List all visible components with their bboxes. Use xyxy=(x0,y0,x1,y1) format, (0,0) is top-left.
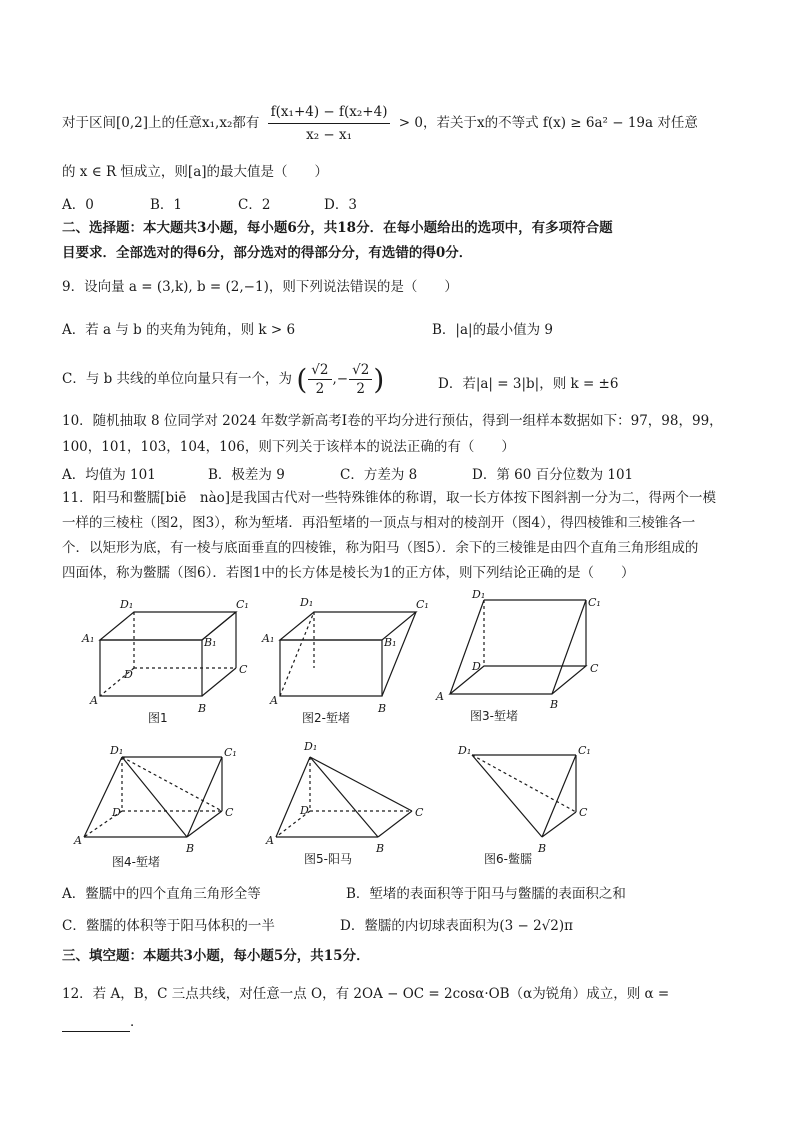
figure-5-yangma xyxy=(276,757,412,837)
q9-c-frac2: $\frac{√2}{2}$ xyxy=(349,362,372,397)
q11-line-2: 一样的三棱柱（图2，图3），称为堑堵．再沿堑堵的一顶点与相对的棱剖开（图4），得四棱锥和三棱锥各一 xyxy=(62,515,696,531)
q11-line-4: 四面体，称为鳖臑（图6）．若图1中的长方体是棱长为1的正方体，则下列结论正确的是（ ） xyxy=(62,565,635,581)
fig3-label-a: A xyxy=(436,690,444,703)
q10-option-a: A．均值为 101 xyxy=(62,467,156,483)
fig2-caption: 图2-堑堵 xyxy=(302,711,350,725)
q8-fraction-denominator: x₂ − x₁ xyxy=(306,127,353,143)
fig3-label-d1: D₁ xyxy=(472,590,486,601)
q8-text-b: ₁,x₂ xyxy=(209,115,233,131)
q10-line-1: 10．随机抽取 8 位同学对 2024 年数学新高考Ⅰ卷的平均分进行预估，得到一组样本数据如下：97，98，99， xyxy=(62,413,723,429)
q10-line-2: 100，101，103，104，106，则下列关于该样本的说法正确的有（ ） xyxy=(62,439,515,455)
fig4-label-a: A xyxy=(74,834,82,847)
fig3-caption: 图3-堑堵 xyxy=(470,709,518,723)
q12-end-period: ． xyxy=(130,1014,144,1030)
fig6-label-c1: C₁ xyxy=(578,744,591,757)
q11-option-c: C．鳖臑的体积等于阳马体积的一半 xyxy=(62,918,275,934)
fig1-label-b1: B₁ xyxy=(204,636,217,649)
figure-4-qiandu xyxy=(84,757,222,837)
fig4-label-b: B xyxy=(186,842,195,855)
q9-option-a: A．若 a 与 b 的夹角为钝角，则 k > 6 xyxy=(62,322,296,338)
fig1-label-a1: A₁ xyxy=(82,632,95,645)
q8-option-c: C．2 xyxy=(238,197,271,213)
section2-heading-line1: 二、选择题：本大题共3小题，每小题6分，共18分．在每小题给出的选项中，有多项符合题 xyxy=(62,220,613,236)
fig4-label-d1: D₁ xyxy=(110,744,124,757)
q8-option-a: A．0 xyxy=(62,197,94,213)
q9-option-d: D．若|a| = 3|b|，则 k = ±6 xyxy=(438,376,619,392)
figure-2-qiandu xyxy=(280,612,416,696)
fig2-label-a: A xyxy=(270,694,278,707)
fig4-caption: 图4-堑堵 xyxy=(112,855,160,869)
q10-option-c: C．方差为 8 xyxy=(340,467,418,483)
fig3-label-d: D xyxy=(472,660,481,673)
q8-option-b: B．1 xyxy=(150,197,183,213)
fig1-label-d: D xyxy=(124,668,133,681)
q8-text-d: > 0，若关于x的不等式 f(x) ≥ 6a² − 19a 对任意 xyxy=(398,115,698,131)
fig5-label-b: B xyxy=(376,842,385,855)
q8-line-2: 的 x ∈ R 恒成立，则[a]的最大值是（ ） xyxy=(62,164,329,180)
fig3-label-b: B xyxy=(550,698,559,711)
fig3-label-c: C xyxy=(590,662,599,675)
q8-option-d: D．3 xyxy=(324,197,357,213)
fig1-label-b: B xyxy=(198,702,207,715)
q10-option-d: D．第 60 百分位数为 101 xyxy=(472,467,634,483)
q11-figures xyxy=(62,590,742,875)
fig6-label-b: B xyxy=(538,842,547,855)
fig6-caption: 图6-鳖臑 xyxy=(484,852,532,866)
fig1-label-d1: D₁ xyxy=(120,598,134,611)
section2-heading-line2: 目要求．全部选对的得6分，部分选对的得部分分，有选错的得0分． xyxy=(62,245,473,261)
fig2-label-b: B xyxy=(378,702,387,715)
fig4-label-c1: C₁ xyxy=(224,746,237,759)
q11-option-a: A．鳖臑中的四个直角三角形全等 xyxy=(62,886,261,902)
fig6-label-d1: D₁ xyxy=(458,744,472,757)
figure-6-bienao xyxy=(472,755,576,837)
fig2-label-a1: A₁ xyxy=(262,632,275,645)
figure-3-qiandu xyxy=(450,600,586,694)
section3-heading: 三、填空题：本题共3小题，每小题5分，共15分． xyxy=(62,948,370,964)
q8-text-a: 对于区间[0,2]上的任意x xyxy=(62,115,210,131)
q12-line: 12．若 A，B，C 三点共线，对任意一点 O，有 2OA − OC = 2cosα·OB（α为锐角）成立，则 α = xyxy=(62,986,670,1002)
fig5-label-d1: D₁ xyxy=(304,740,318,753)
q11-line-3: 个．以矩形为底，有一棱与底面垂直的四棱锥，称为阳马（图5）．余下的三棱锥是由四个直角三角形组成的 xyxy=(62,540,699,556)
fig2-label-b1: B₁ xyxy=(384,636,397,649)
fig2-label-d1: D₁ xyxy=(300,596,314,609)
fig4-label-c: C xyxy=(225,806,234,819)
fig5-label-c: C xyxy=(415,806,424,819)
q9-stem: 9．设向量 a = (3,k), b = (2,−1)，则下列说法错误的是（ ） xyxy=(62,279,458,295)
fig5-label-a: A xyxy=(266,834,274,847)
q8-line-1 xyxy=(62,102,698,145)
fig6-label-c: C xyxy=(579,806,588,819)
fig4-label-d: D xyxy=(112,806,121,819)
fig5-caption: 图5-阳马 xyxy=(304,852,352,866)
q8-fraction xyxy=(268,102,391,145)
fig1-label-a: A xyxy=(90,694,98,707)
fig1-label-c1: C₁ xyxy=(236,598,249,611)
fig3-label-c1: C₁ xyxy=(588,596,601,609)
fig1-label-c: C xyxy=(239,663,248,676)
fig1-caption: 图1 xyxy=(148,711,168,725)
q9-option-c-text: C．与 b 共线的单位向量只有一个，为 xyxy=(62,371,293,387)
q9-option-c: C．与 b 共线的单位向量只有一个，为 ( $\frac{√2}{2}$ ,− $\frac{√2}{2}$ ) xyxy=(62,362,385,397)
q11-line-1: 11．阳马和鳖臑[biē nào]是我国古代对一些特殊锥体的称谓，取一长方体按下图斜割一分为二，得两个一模 xyxy=(62,490,717,506)
fig5-label-d: D xyxy=(300,804,309,817)
q9-option-b: B．|a|的最小值为 9 xyxy=(432,322,553,338)
fig2-label-c1: C₁ xyxy=(416,598,429,611)
q12-answer-blank[interactable] xyxy=(62,1017,130,1032)
q8-text-c: 都有 xyxy=(232,115,260,131)
figure-1-cuboid xyxy=(100,612,236,696)
q11-option-d: D．鳖臑的内切球表面积为(3 − 2√2)π xyxy=(340,918,573,934)
q10-option-b: B．极差为 9 xyxy=(208,467,285,483)
q8-fraction-numerator: f(x₁+4) − f(x₂+4) xyxy=(268,102,391,124)
q11-option-b: B．堑堵的表面积等于阳马与鳖臑的表面积之和 xyxy=(346,886,626,902)
q9-c-frac1: $\frac{√2}{2}$ xyxy=(308,362,331,397)
q12-answer-line xyxy=(62,1012,144,1032)
